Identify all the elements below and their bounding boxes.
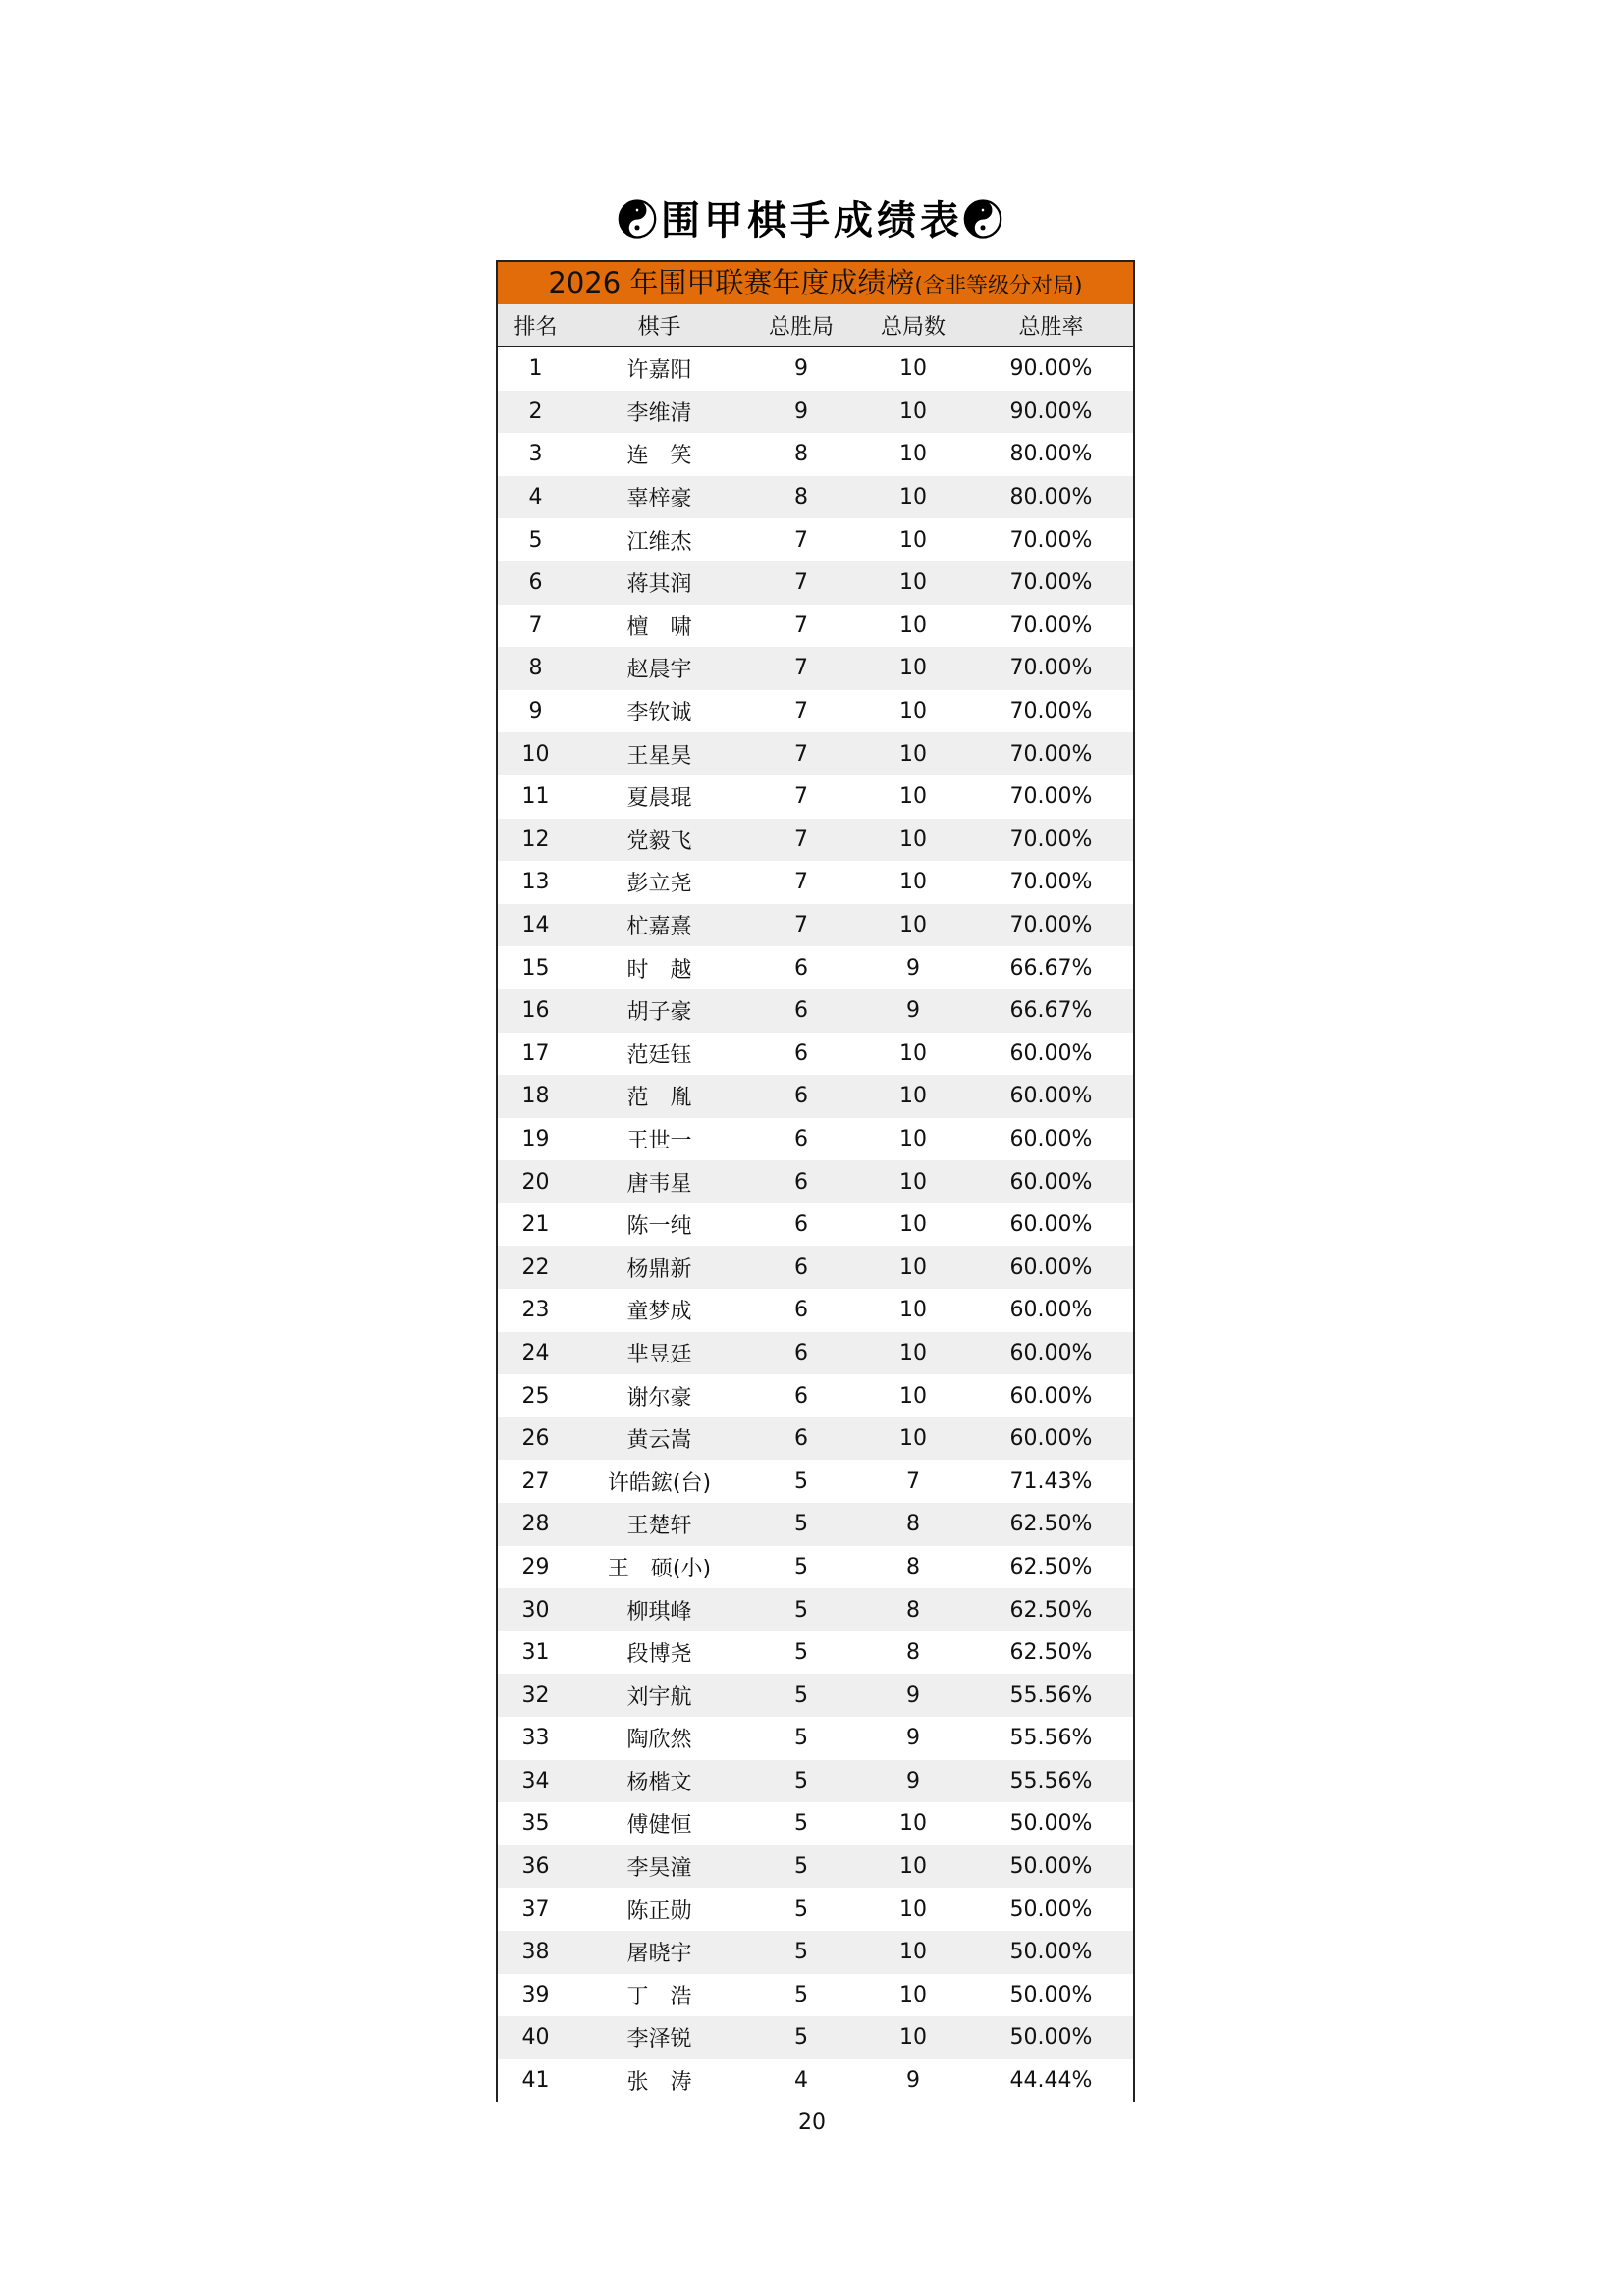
wins-cell: 5	[794, 1468, 808, 1494]
wins-cell: 6	[745, 1332, 857, 1375]
games-cell: 8	[857, 1588, 969, 1631]
wins-cell: 7	[745, 904, 857, 947]
player-cell: 张 涛	[626, 2070, 692, 2096]
rank-cell: 12	[498, 819, 573, 862]
table-row	[498, 1546, 1133, 1589]
win-rate-cell: 60.00%	[969, 1075, 1133, 1118]
rank-cell: 24	[498, 1332, 573, 1375]
standings-table	[498, 304, 1133, 2102]
table-row	[498, 690, 1133, 733]
table-row	[498, 391, 1133, 434]
table-row	[498, 1888, 1133, 1931]
rank-cell: 14	[498, 904, 573, 947]
wins-cell: 7	[794, 699, 808, 724]
rank-cell: 11	[521, 784, 550, 810]
win-rate-cell: 71.43%	[1009, 1468, 1093, 1494]
player-cell: 杨鼎新	[573, 1246, 745, 1289]
win-rate-cell: 60.00%	[969, 1160, 1133, 1203]
table-row	[498, 433, 1133, 476]
player-cell: 唐韦星	[573, 1160, 745, 1203]
table-row	[498, 1332, 1133, 1375]
games-cell: 10	[857, 1160, 969, 1203]
games-cell: 10	[857, 561, 969, 605]
wins-cell: 5	[745, 2016, 857, 2059]
games-cell: 10	[899, 699, 927, 724]
table-header-row	[498, 304, 1133, 347]
wins-cell: 7	[745, 819, 857, 862]
wins-cell: 6	[794, 1041, 808, 1066]
player-cell: 党毅飞	[573, 819, 745, 862]
rank-cell: 34	[498, 1760, 573, 1803]
games-cell: 10	[857, 732, 969, 775]
table-row	[498, 605, 1133, 648]
wins-cell: 7	[745, 561, 857, 605]
player-cell: 刘宇航	[573, 1674, 745, 1717]
win-rate-cell: 50.00%	[1009, 1896, 1093, 1922]
table-row	[498, 1203, 1133, 1247]
table-body	[498, 347, 1133, 2102]
rank-cell: 30	[498, 1588, 573, 1631]
player-cell: 许皓鋐(台)	[607, 1470, 712, 1496]
wins-cell: 5	[745, 1674, 857, 1717]
wins-cell: 5	[745, 1503, 857, 1546]
games-cell: 10	[899, 1298, 927, 1323]
win-rate-cell: 70.00%	[969, 561, 1133, 605]
win-rate-cell: 60.00%	[1009, 1383, 1093, 1409]
table-row	[498, 476, 1133, 519]
win-rate-cell: 90.00%	[1009, 356, 1093, 382]
wins-cell: 5	[794, 1554, 808, 1579]
win-rate-cell: 50.00%	[969, 2016, 1133, 2059]
win-rate-cell: 55.56%	[969, 1674, 1133, 1717]
player-cell: 夏晨琨	[626, 786, 692, 812]
player-cell: 范廷钰	[626, 1042, 692, 1068]
wins-cell: 9	[794, 356, 808, 382]
win-rate-cell: 70.00%	[969, 819, 1133, 862]
wins-cell: 7	[794, 784, 808, 810]
player-cell: 柳琪峰	[573, 1588, 745, 1631]
games-cell: 9	[906, 1726, 920, 1751]
rank-cell: 31	[521, 1640, 550, 1666]
wins-cell: 5	[745, 1845, 857, 1889]
games-cell: 10	[857, 647, 969, 690]
wins-cell: 5	[794, 1896, 808, 1922]
games-cell: 10	[857, 1931, 969, 1974]
wins-cell: 7	[794, 613, 808, 638]
rank-cell: 6	[498, 561, 573, 605]
player-cell: 李钦诚	[626, 701, 692, 726]
player-cell: 蒋其润	[573, 561, 745, 605]
table-row	[498, 1417, 1133, 1461]
table-row	[498, 1118, 1133, 1161]
rank-cell: 32	[498, 1674, 573, 1717]
rank-cell: 40	[498, 2016, 573, 2059]
player-cell: 赵晨宇	[573, 647, 745, 690]
table-row	[498, 1246, 1133, 1289]
table-row	[498, 1033, 1133, 1076]
wins-cell: 6	[794, 1212, 808, 1238]
table-row	[498, 904, 1133, 947]
win-rate-cell: 80.00%	[969, 476, 1133, 519]
win-rate-cell: 66.67%	[1009, 955, 1093, 981]
wins-cell: 6	[745, 1075, 857, 1118]
rank-cell: 28	[498, 1503, 573, 1546]
games-cell: 10	[899, 613, 927, 638]
win-rate-cell: 55.56%	[969, 1760, 1133, 1803]
banner-subtitle: (含非等级分对局)	[914, 274, 1083, 298]
wins-cell: 6	[745, 1160, 857, 1203]
games-cell: 10	[899, 1126, 927, 1151]
page-number: 20	[798, 2110, 826, 2135]
rank-cell: 37	[521, 1896, 550, 1922]
win-rate-cell: 70.00%	[969, 732, 1133, 775]
win-rate-cell: 50.00%	[969, 1845, 1133, 1889]
wins-cell: 7	[794, 527, 808, 553]
player-cell: 李维清	[573, 391, 745, 434]
table-row	[498, 1588, 1133, 1631]
wins-cell: 9	[745, 391, 857, 434]
games-cell: 10	[857, 1845, 969, 1889]
rank-cell: 21	[521, 1212, 550, 1238]
games-cell: 10	[857, 1075, 969, 1118]
player-cell: 许嘉阳	[626, 358, 692, 384]
player-cell: 江维杰	[626, 529, 692, 555]
games-cell: 10	[857, 904, 969, 947]
table-row	[498, 1160, 1133, 1203]
table-row	[498, 2016, 1133, 2059]
player-cell: 黄云嵩	[573, 1417, 745, 1461]
player-cell: 傅健恒	[626, 1813, 692, 1839]
header-rank: 排名	[498, 304, 573, 347]
games-cell: 10	[857, 391, 969, 434]
header-wins: 总胜局	[745, 304, 857, 347]
games-cell: 9	[906, 2068, 920, 2094]
player-cell: 陶欣然	[626, 1728, 692, 1753]
player-cell: 辜梓豪	[573, 476, 745, 519]
win-rate-cell: 90.00%	[969, 391, 1133, 434]
wins-cell: 6	[794, 1383, 808, 1409]
table-row	[498, 989, 1133, 1033]
player-cell: 谢尔豪	[626, 1385, 692, 1411]
games-cell: 10	[899, 1041, 927, 1066]
table-row	[498, 347, 1133, 391]
rank-cell: 3	[528, 442, 543, 467]
win-rate-cell: 70.00%	[969, 904, 1133, 947]
player-cell: 王世一	[626, 1128, 692, 1153]
win-rate-cell: 50.00%	[1009, 1811, 1093, 1837]
games-cell: 10	[899, 870, 927, 895]
table-row	[498, 518, 1133, 561]
rank-cell: 19	[521, 1126, 550, 1151]
games-cell: 10	[857, 1417, 969, 1461]
win-rate-cell: 66.67%	[969, 989, 1133, 1033]
games-cell: 8	[906, 1554, 920, 1579]
win-rate-cell: 60.00%	[1009, 1298, 1093, 1323]
table-row	[498, 946, 1133, 989]
win-rate-cell: 70.00%	[1009, 527, 1093, 553]
table-row	[498, 1717, 1133, 1760]
header-games: 总局数	[857, 304, 969, 347]
player-cell: 陈一纯	[626, 1214, 692, 1240]
standings-table-container	[496, 260, 1135, 2102]
table-row	[498, 1503, 1133, 1546]
player-cell: 时 越	[626, 957, 692, 983]
wins-cell: 6	[745, 1246, 857, 1289]
rank-cell: 1	[528, 356, 543, 382]
table-row	[498, 819, 1133, 862]
wins-cell: 8	[745, 476, 857, 519]
rank-cell: 16	[498, 989, 573, 1033]
table-row	[498, 1760, 1133, 1803]
player-cell: 童梦成	[626, 1300, 692, 1325]
rank-cell: 10	[498, 732, 573, 775]
table-row	[498, 1075, 1133, 1118]
win-rate-cell: 70.00%	[1009, 613, 1093, 638]
rank-cell: 13	[521, 870, 550, 895]
wins-cell: 7	[745, 732, 857, 775]
table-row	[498, 1674, 1133, 1717]
games-cell: 10	[899, 527, 927, 553]
games-cell: 10	[899, 1383, 927, 1409]
player-cell: 芈昱廷	[573, 1332, 745, 1375]
games-cell: 8	[857, 1503, 969, 1546]
table-row	[498, 732, 1133, 775]
rank-cell: 22	[498, 1246, 573, 1289]
rank-cell: 41	[521, 2068, 550, 2094]
wins-cell: 5	[745, 1588, 857, 1631]
win-rate-cell: 62.50%	[1009, 1640, 1093, 1666]
rank-cell: 23	[521, 1298, 550, 1323]
rank-cell: 4	[498, 476, 573, 519]
table-row	[498, 1374, 1133, 1417]
wins-cell: 8	[794, 442, 808, 467]
win-rate-cell: 44.44%	[1009, 2068, 1093, 2094]
rank-cell: 27	[521, 1468, 550, 1494]
rank-cell: 39	[521, 1982, 550, 2007]
wins-cell: 4	[794, 2068, 808, 2094]
games-cell: 7	[906, 1468, 920, 1494]
rank-cell: 25	[521, 1383, 550, 1409]
wins-cell: 5	[794, 1726, 808, 1751]
wins-cell: 6	[794, 1126, 808, 1151]
rank-cell: 38	[498, 1931, 573, 1974]
games-cell: 10	[899, 1811, 927, 1837]
player-cell: 王 硕(小)	[607, 1556, 712, 1581]
win-rate-cell: 62.50%	[969, 1503, 1133, 1546]
rank-cell: 8	[498, 647, 573, 690]
wins-cell: 5	[794, 1640, 808, 1666]
table-row	[498, 1802, 1133, 1845]
player-cell: 丁 浩	[626, 1984, 692, 2009]
player-cell: 李泽锐	[573, 2016, 745, 2059]
win-rate-cell: 80.00%	[1009, 442, 1093, 467]
rank-cell: 20	[498, 1160, 573, 1203]
player-cell: 连 笑	[626, 444, 692, 469]
player-cell: 杧嘉熹	[573, 904, 745, 947]
rank-cell: 9	[528, 699, 543, 724]
games-cell: 10	[899, 1896, 927, 1922]
table-row	[498, 2059, 1133, 2103]
win-rate-cell: 60.00%	[1009, 1041, 1093, 1066]
win-rate-cell: 70.00%	[1009, 784, 1093, 810]
player-cell: 屠晓宇	[573, 1931, 745, 1974]
games-cell: 10	[899, 356, 927, 382]
win-rate-cell: 70.00%	[1009, 699, 1093, 724]
games-cell: 10	[857, 1332, 969, 1375]
rank-cell: 33	[521, 1726, 550, 1751]
table-banner	[498, 260, 1133, 304]
rank-cell: 29	[521, 1554, 550, 1579]
wins-cell: 6	[794, 1298, 808, 1323]
table-row	[498, 861, 1133, 904]
wins-cell: 5	[794, 1811, 808, 1837]
header-win-rate: 总胜率	[969, 304, 1133, 347]
player-cell: 王楚轩	[573, 1503, 745, 1546]
document-title: ☯围甲棋手成绩表☯	[618, 197, 1006, 243]
rank-cell: 5	[528, 527, 543, 553]
rank-cell: 36	[498, 1845, 573, 1889]
win-rate-cell: 62.50%	[969, 1588, 1133, 1631]
table-row	[498, 1631, 1133, 1675]
table-row	[498, 1845, 1133, 1889]
win-rate-cell: 55.56%	[1009, 1726, 1093, 1751]
win-rate-cell: 70.00%	[969, 647, 1133, 690]
games-cell: 10	[899, 1212, 927, 1238]
player-cell: 彭立尧	[626, 872, 692, 897]
games-cell: 10	[857, 2016, 969, 2059]
games-cell: 10	[857, 1246, 969, 1289]
player-cell: 胡子豪	[573, 989, 745, 1033]
games-cell: 10	[857, 476, 969, 519]
games-cell: 9	[857, 1674, 969, 1717]
rank-cell: 17	[521, 1041, 550, 1066]
player-cell: 陈正勋	[626, 1898, 692, 1924]
player-cell: 檀 啸	[626, 614, 692, 640]
win-rate-cell: 70.00%	[1009, 870, 1093, 895]
rank-cell: 26	[498, 1417, 573, 1461]
rank-cell: 2	[498, 391, 573, 434]
rank-cell: 35	[521, 1811, 550, 1837]
wins-cell: 6	[794, 955, 808, 981]
wins-cell: 5	[745, 1760, 857, 1803]
player-cell: 段博尧	[626, 1642, 692, 1668]
wins-cell: 6	[745, 1417, 857, 1461]
player-cell: 李昊潼	[573, 1845, 745, 1889]
games-cell: 10	[857, 819, 969, 862]
table-row	[498, 1289, 1133, 1332]
win-rate-cell: 60.00%	[969, 1417, 1133, 1461]
games-cell: 9	[906, 955, 920, 981]
header-player: 棋手	[573, 304, 745, 347]
win-rate-cell: 50.00%	[1009, 1982, 1093, 2007]
player-cell: 王星昊	[573, 732, 745, 775]
rank-cell: 7	[528, 613, 543, 638]
wins-cell: 7	[745, 647, 857, 690]
table-row	[498, 1931, 1133, 1974]
wins-cell: 6	[745, 989, 857, 1033]
table-row	[498, 561, 1133, 605]
win-rate-cell: 60.00%	[969, 1246, 1133, 1289]
games-cell: 10	[899, 784, 927, 810]
wins-cell: 5	[745, 1931, 857, 1974]
games-cell: 10	[899, 442, 927, 467]
games-cell: 8	[906, 1640, 920, 1666]
table-row	[498, 1974, 1133, 2017]
table-row	[498, 647, 1133, 690]
wins-cell: 5	[794, 1982, 808, 2007]
win-rate-cell: 60.00%	[1009, 1212, 1093, 1238]
rank-cell: 15	[521, 955, 550, 981]
table-row	[498, 775, 1133, 819]
wins-cell: 7	[794, 870, 808, 895]
player-cell: 范 胤	[573, 1075, 745, 1118]
win-rate-cell: 60.00%	[969, 1332, 1133, 1375]
player-cell: 杨楷文	[573, 1760, 745, 1803]
games-cell: 10	[899, 1982, 927, 2007]
games-cell: 9	[857, 1760, 969, 1803]
table-row	[498, 1460, 1133, 1503]
win-rate-cell: 60.00%	[1009, 1126, 1093, 1151]
win-rate-cell: 50.00%	[969, 1931, 1133, 1974]
rank-cell: 18	[498, 1075, 573, 1118]
games-cell: 9	[857, 989, 969, 1033]
banner-title: 2026 年围甲联赛年度成绩榜	[548, 266, 915, 299]
win-rate-cell: 62.50%	[1009, 1554, 1093, 1579]
